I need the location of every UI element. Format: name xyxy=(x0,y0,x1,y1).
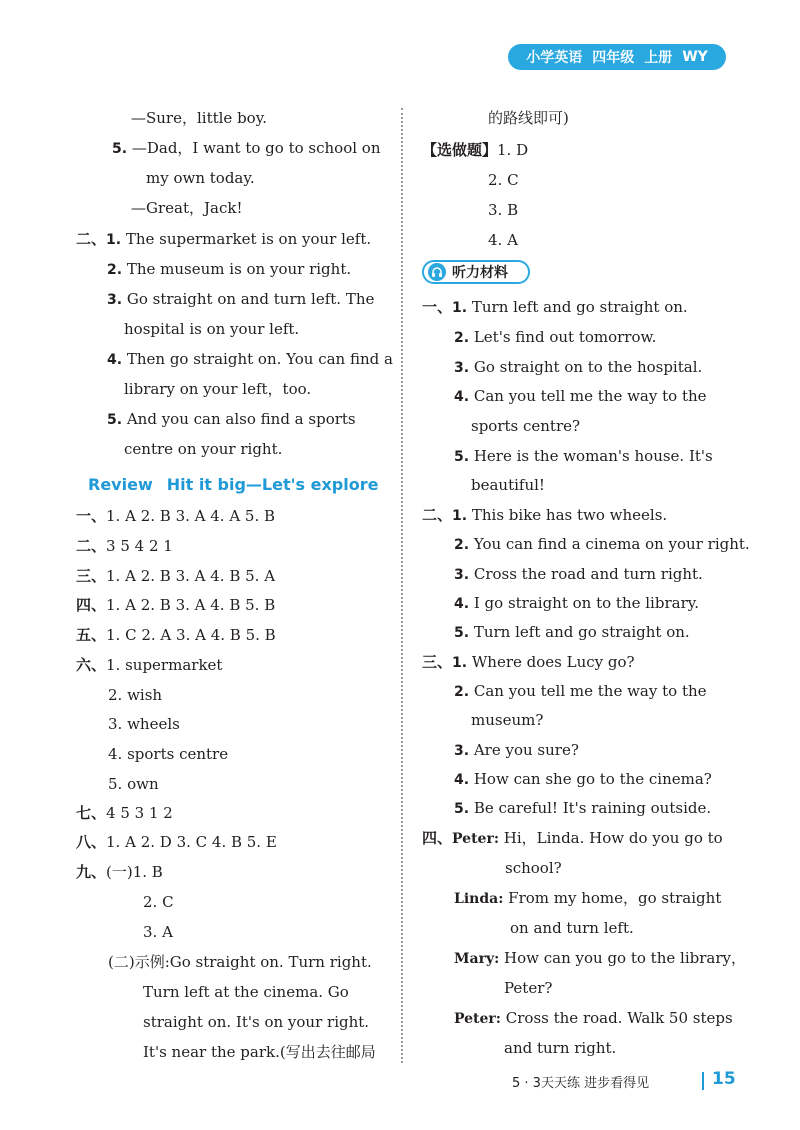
dialogue-line: Linda: From my home，go straight xyxy=(454,889,722,907)
header-edition: WY xyxy=(682,49,708,65)
header-subject: 小学英语 xyxy=(526,50,583,66)
text-line: 的路线即可) xyxy=(488,109,569,127)
column-divider xyxy=(401,108,403,1063)
text-line: 2. You can find a cinema on your right. xyxy=(454,535,750,553)
review-label: Review xyxy=(88,475,153,494)
text-line: hospital is on your left. xyxy=(124,320,300,338)
optional-row: 【选做题】1. D xyxy=(422,141,529,159)
text-line: 3. Cross the road and turn right. xyxy=(454,565,703,583)
text-line: 3. Go straight on and turn left. The xyxy=(107,290,375,308)
text-line: museum? xyxy=(471,711,544,729)
footer-text: 5 · 3天天练 进步看得见 xyxy=(512,1076,650,1091)
answer-row: 七、4 5 3 1 2 xyxy=(76,804,173,822)
listening-title: 听力材料 xyxy=(452,265,508,281)
page-number: 15 xyxy=(712,1069,736,1089)
answer-row: 八、1. A 2. D 3. C 4. B 5. E xyxy=(76,833,277,851)
answer-row: 二、3 5 4 2 1 xyxy=(76,537,173,555)
dialogue-line: Peter? xyxy=(504,979,553,997)
answer-row: 三、1. A 2. B 3. A 4. B 5. A xyxy=(76,567,276,585)
dialogue-line: on and turn left. xyxy=(510,919,634,937)
text-line: (二)示例:Go straight on. Turn right. xyxy=(108,953,372,971)
header-grade: 四年级 xyxy=(592,50,635,66)
footer-divider xyxy=(702,1072,704,1090)
headphones-icon xyxy=(428,263,446,281)
text-line: —Great，Jack! xyxy=(131,199,243,217)
dialogue-line: 四、Peter: Hi，Linda. How do you go to xyxy=(422,829,723,847)
text-line: sports centre? xyxy=(471,417,581,435)
optional-row: 2. C xyxy=(488,171,519,189)
text-line: It's near the park.(写出去往邮局 xyxy=(143,1043,376,1061)
answer-row: 四、1. A 2. B 3. A 4. B 5. B xyxy=(76,596,276,614)
text-line: straight on. It's on your right. xyxy=(143,1013,370,1031)
optional-row: 3. B xyxy=(488,201,519,219)
text-line: 一、1. Turn left and go straight on. xyxy=(422,298,688,316)
text-line: 2. Can you tell me the way to the xyxy=(454,682,707,700)
answer-row: 九、(一)1. B xyxy=(76,863,163,881)
text-line: 2. The museum is on your right. xyxy=(107,260,352,278)
answer-row: 2. C xyxy=(143,893,174,911)
text-line: Turn left at the cinema. Go xyxy=(143,983,349,1001)
text-line: 5. Here is the woman's house. It's xyxy=(454,447,713,465)
text-line: my own today. xyxy=(146,169,255,187)
text-line: —Sure，little boy. xyxy=(131,109,267,127)
text-line: 二、1. This bike has two wheels. xyxy=(422,506,668,524)
text-line: 5. —Dad，I want to go to school on xyxy=(112,139,381,157)
header-badge xyxy=(508,44,726,70)
text-line: 3. Go straight on to the hospital. xyxy=(454,358,703,376)
review-title xyxy=(88,475,392,494)
text-line: 4. Then go straight on. You can find a xyxy=(107,350,393,368)
text-line: 3. Are you sure? xyxy=(454,741,579,759)
dialogue-line: Mary: How can you go to the library， xyxy=(454,949,746,967)
answer-row: 4. sports centre xyxy=(108,745,229,763)
text-line: beautiful! xyxy=(471,476,545,494)
answer-row: 一、1. A 2. B 3. A 4. A 5. B xyxy=(76,507,276,525)
text-line: 5. And you can also find a sports xyxy=(107,410,356,428)
text-line: 4. How can she go to the cinema? xyxy=(454,770,712,788)
optional-row: 4. A xyxy=(488,231,518,249)
answer-row: 五、1. C 2. A 3. A 4. B 5. B xyxy=(76,626,276,644)
answer-row: 3. A xyxy=(143,923,173,941)
text-line: 4. Can you tell me the way to the xyxy=(454,387,707,405)
listening-material-badge xyxy=(422,260,530,284)
review-unit-title: Hit it big—Let's explore xyxy=(166,475,379,494)
answer-row: 六、1. supermarket xyxy=(76,656,223,674)
dialogue-line: Peter: Cross the road. Walk 50 steps xyxy=(454,1009,733,1027)
dialogue-line: and turn right. xyxy=(504,1039,617,1057)
text-line: 二、1. The supermarket is on your left. xyxy=(76,230,372,248)
answer-row: 5. own xyxy=(108,775,159,793)
answer-row: 2. wish xyxy=(108,686,163,704)
text-line: 5. Be careful! It's raining outside. xyxy=(454,799,712,817)
text-line: 三、1. Where does Lucy go? xyxy=(422,653,635,671)
text-line: centre on your right. xyxy=(124,440,283,458)
header-term: 上册 xyxy=(644,50,673,66)
text-line: 2. Let's find out tomorrow. xyxy=(454,328,657,346)
dialogue-line: school? xyxy=(505,859,562,877)
text-line: 4. I go straight on to the library. xyxy=(454,594,699,612)
text-line: 5. Turn left and go straight on. xyxy=(454,623,690,641)
answer-row: 3. wheels xyxy=(108,715,180,733)
text-line: library on your left，too. xyxy=(124,380,312,398)
